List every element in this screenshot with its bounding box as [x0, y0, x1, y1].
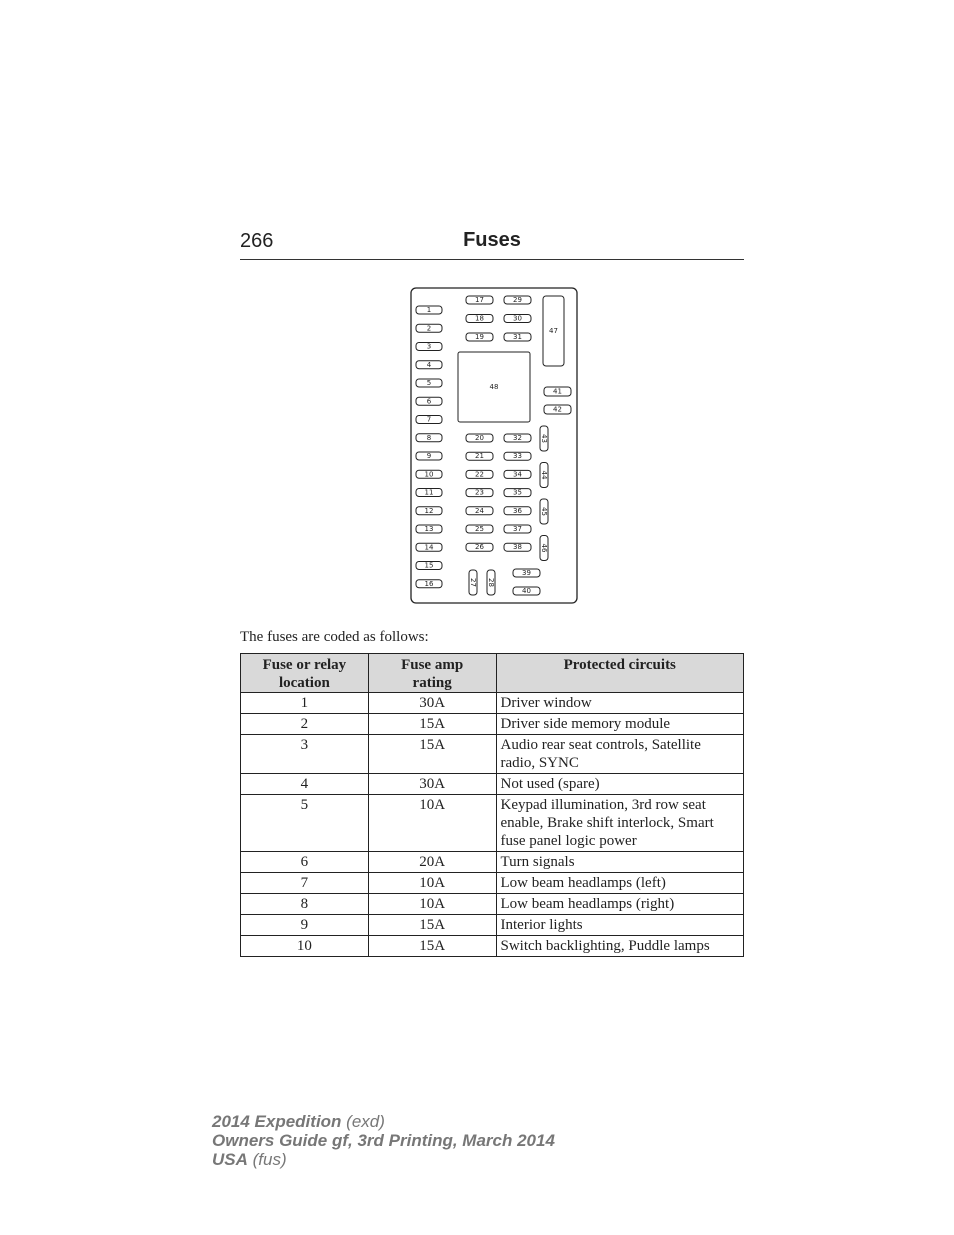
cell-location: 1	[241, 693, 369, 714]
fuse-4	[416, 361, 442, 369]
cell-location: 6	[241, 852, 369, 873]
fuse-47	[543, 296, 564, 366]
table-row	[241, 936, 744, 957]
svg-text:14: 14	[424, 543, 434, 552]
cell-location: 7	[241, 873, 369, 894]
fuse-46	[540, 536, 548, 561]
page-title: Fuses	[463, 229, 521, 251]
fuse-44	[540, 463, 548, 488]
fuse-3	[416, 343, 442, 351]
svg-text:19: 19	[475, 333, 484, 341]
cell-circuits: Driver window	[496, 693, 744, 714]
fuse-17	[466, 296, 493, 304]
svg-text:23: 23	[475, 488, 484, 497]
fuse-20	[466, 434, 493, 442]
svg-text:21: 21	[475, 452, 484, 461]
fuse-25	[466, 525, 493, 533]
cell-location: 5	[241, 795, 369, 852]
svg-text:7: 7	[426, 415, 432, 424]
fuse-34	[504, 470, 531, 478]
fuse-11	[416, 489, 442, 497]
svg-text:40: 40	[522, 587, 531, 595]
svg-text:10: 10	[424, 470, 434, 479]
fuse-41	[544, 387, 571, 396]
svg-text:2: 2	[426, 324, 432, 333]
svg-text:47: 47	[549, 327, 558, 335]
cell-rating: 20A	[368, 852, 496, 873]
cell-location: 9	[241, 915, 369, 936]
table-header-row	[241, 654, 744, 693]
fuse-16	[416, 580, 442, 588]
header-rating: Fuse amp rating	[368, 654, 496, 693]
svg-text:29: 29	[513, 296, 522, 304]
fuse-29	[504, 296, 531, 304]
fuse-22	[466, 470, 493, 478]
fuse-30	[504, 315, 531, 323]
fuse-10	[416, 470, 442, 478]
fuse-39	[513, 569, 540, 577]
fuse-33	[504, 452, 531, 460]
cell-location: 8	[241, 894, 369, 915]
cell-circuits: Audio rear seat controls, Satellite radio, SYNC	[496, 735, 744, 774]
cell-circuits: Interior lights	[496, 915, 744, 936]
svg-text:42: 42	[553, 405, 562, 414]
svg-text:26: 26	[475, 543, 484, 552]
fuse-35	[504, 489, 531, 497]
svg-text:12: 12	[424, 506, 434, 515]
svg-text:4: 4	[426, 360, 432, 369]
fuse-23	[466, 489, 493, 497]
svg-text:28: 28	[487, 578, 495, 587]
footer-line-2: Owners Guide gf, 3rd Printing, March 2014	[212, 1131, 555, 1150]
cell-rating: 10A	[368, 873, 496, 894]
header-location: Fuse or relay location	[241, 654, 369, 693]
cell-rating: 15A	[368, 915, 496, 936]
cell-rating: 15A	[368, 936, 496, 957]
fuse-19	[466, 333, 493, 341]
fuse-45	[540, 499, 548, 524]
cell-rating: 30A	[368, 774, 496, 795]
svg-text:11: 11	[424, 488, 434, 497]
svg-text:35: 35	[513, 488, 522, 497]
footer-line-3: USA (fus)	[212, 1150, 287, 1169]
fuse-7	[416, 416, 442, 424]
fuse-14	[416, 543, 442, 551]
cell-circuits: Keypad illumination, 3rd row seat enable, Brake shift interlock, Smart fuse panel logic power	[496, 795, 744, 852]
fuse-panel-diagram	[410, 287, 578, 605]
svg-text:18: 18	[475, 314, 484, 323]
svg-text:15: 15	[424, 561, 434, 570]
fuse-5	[416, 379, 442, 387]
svg-text:17: 17	[475, 296, 484, 304]
document-footer	[212, 1112, 555, 1169]
cell-circuits: Switch backlighting, Puddle lamps	[496, 936, 744, 957]
table-row	[241, 894, 744, 915]
fuse-36	[504, 507, 531, 515]
cell-circuits: Driver side memory module	[496, 714, 744, 735]
svg-text:25: 25	[475, 525, 484, 533]
svg-text:37: 37	[513, 525, 522, 533]
cell-rating: 10A	[368, 795, 496, 852]
table-row	[241, 873, 744, 894]
fuse-42	[544, 405, 571, 414]
svg-text:33: 33	[513, 452, 522, 461]
svg-text:41: 41	[553, 387, 562, 396]
svg-text:43: 43	[540, 434, 548, 443]
fuse-48	[458, 352, 530, 422]
cell-rating: 10A	[368, 894, 496, 915]
table-row	[241, 915, 744, 936]
svg-text:38: 38	[513, 543, 522, 552]
cell-rating: 15A	[368, 714, 496, 735]
cell-rating: 30A	[368, 693, 496, 714]
intro-text: The fuses are coded as follows:	[240, 629, 429, 645]
fuse-37	[504, 525, 531, 533]
fuse-31	[504, 333, 531, 341]
fuse-32	[504, 434, 531, 442]
svg-text:44: 44	[540, 470, 548, 480]
svg-text:27: 27	[469, 578, 477, 587]
svg-text:46: 46	[540, 543, 548, 553]
svg-text:31: 31	[513, 333, 522, 341]
svg-text:3: 3	[426, 342, 432, 351]
svg-text:16: 16	[424, 579, 434, 588]
svg-text:39: 39	[522, 569, 531, 577]
svg-text:34: 34	[513, 470, 522, 479]
table-row	[241, 714, 744, 735]
fuse-27	[469, 570, 477, 595]
svg-text:48: 48	[489, 383, 499, 391]
table-row	[241, 774, 744, 795]
fuse-1	[416, 306, 442, 314]
svg-text:1: 1	[426, 306, 432, 314]
cell-location: 3	[241, 735, 369, 774]
fuse-9	[416, 452, 442, 460]
table-row	[241, 852, 744, 873]
svg-text:32: 32	[513, 434, 522, 442]
table-row	[241, 693, 744, 714]
fuse-2	[416, 324, 442, 332]
cell-circuits: Turn signals	[496, 852, 744, 873]
fuse-43	[540, 426, 548, 451]
svg-text:5: 5	[426, 379, 432, 387]
svg-text:6: 6	[426, 397, 432, 406]
cell-location: 2	[241, 714, 369, 735]
fuse-21	[466, 452, 493, 460]
svg-text:24: 24	[475, 506, 484, 515]
fuse-24	[466, 507, 493, 515]
cell-circuits: Low beam headlamps (left)	[496, 873, 744, 894]
svg-text:30: 30	[513, 314, 522, 323]
fuse-26	[466, 543, 493, 551]
fuse-6	[416, 397, 442, 405]
footer-line-1: 2014 Expedition (exd)	[212, 1112, 385, 1131]
header-circuits: Protected circuits	[496, 654, 744, 693]
svg-text:22: 22	[475, 470, 484, 479]
fuse-18	[466, 315, 493, 323]
table-row	[241, 735, 744, 774]
fuse-15	[416, 562, 442, 570]
cell-location: 4	[241, 774, 369, 795]
page-number: 266	[240, 230, 274, 252]
cell-circuits: Not used (spare)	[496, 774, 744, 795]
fuse-table	[240, 653, 744, 957]
table-row	[241, 795, 744, 852]
svg-text:9: 9	[426, 452, 432, 460]
cell-location: 10	[241, 936, 369, 957]
svg-text:8: 8	[426, 433, 432, 442]
svg-text:45: 45	[540, 507, 548, 516]
svg-text:20: 20	[475, 434, 484, 442]
page-header	[240, 228, 744, 260]
fuse-8	[416, 434, 442, 442]
cell-rating: 15A	[368, 735, 496, 774]
svg-text:13: 13	[424, 525, 434, 533]
fuse-28	[487, 570, 495, 595]
fuse-12	[416, 507, 442, 515]
cell-circuits: Low beam headlamps (right)	[496, 894, 744, 915]
svg-text:36: 36	[513, 506, 522, 515]
fuse-40	[513, 587, 540, 595]
fuse-38	[504, 543, 531, 551]
fuse-13	[416, 525, 442, 533]
